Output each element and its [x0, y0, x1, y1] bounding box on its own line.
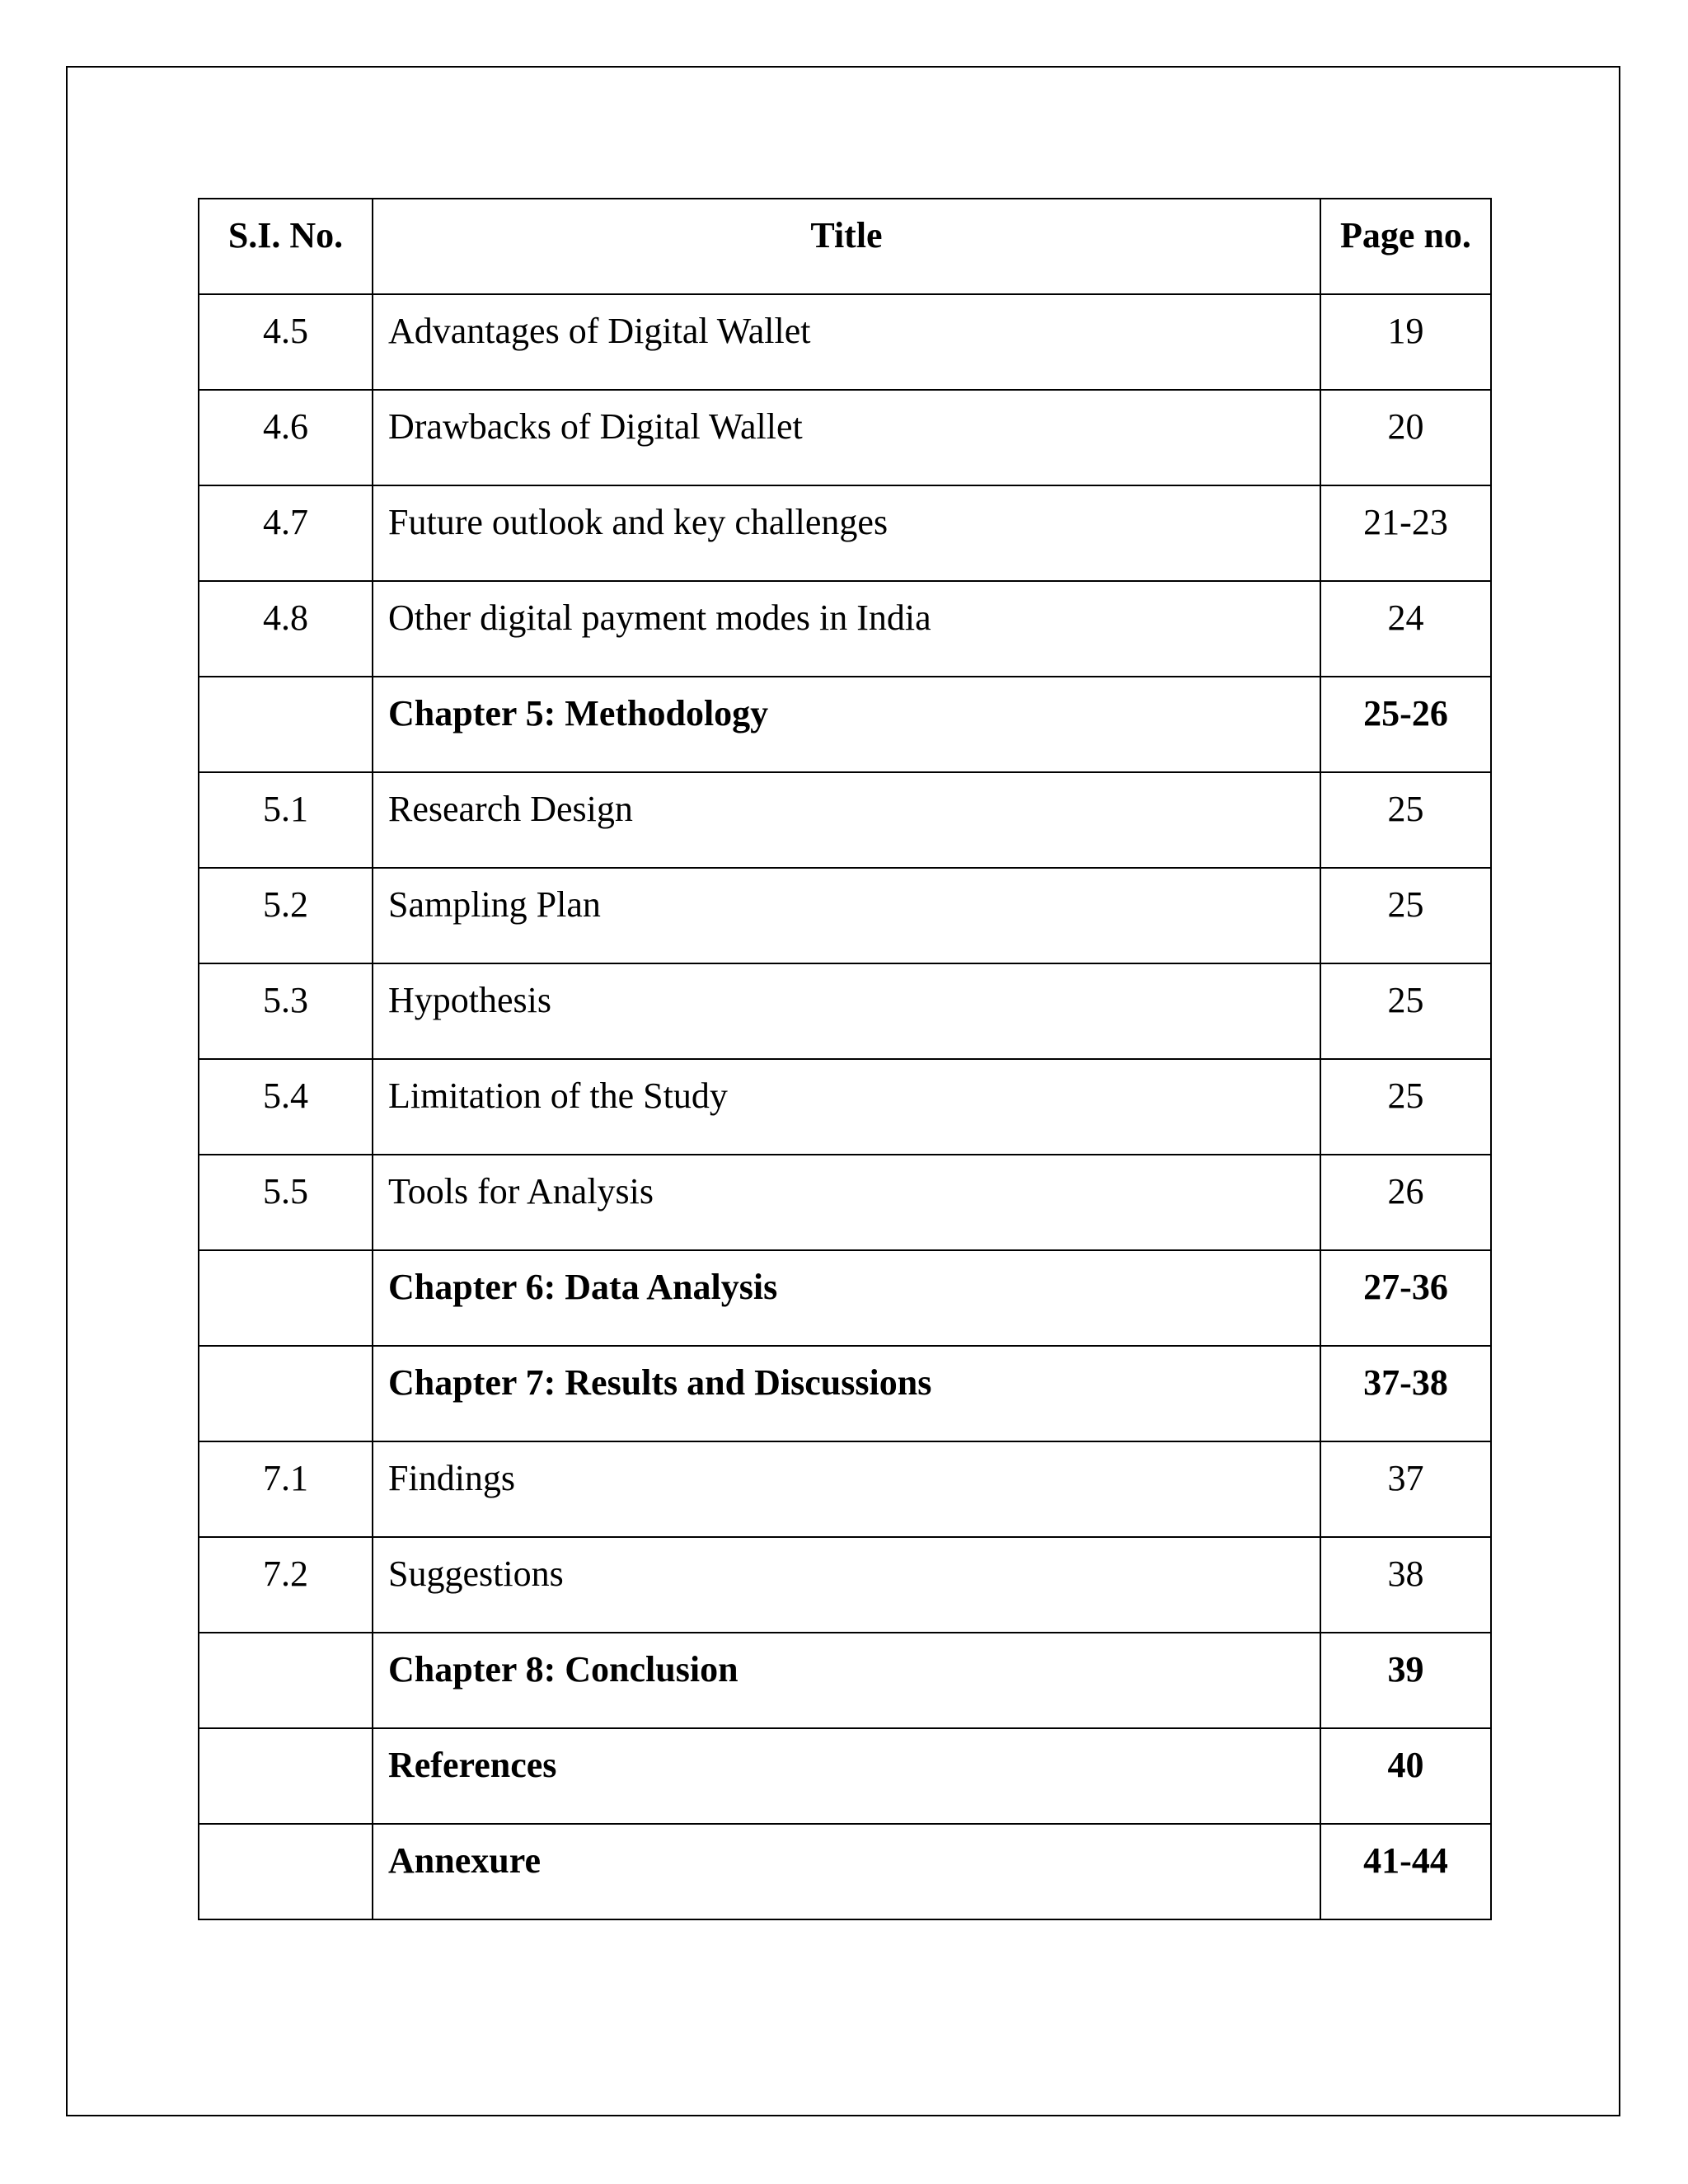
- serial-no-cell: 5.4: [199, 1059, 373, 1155]
- page-no-cell: 26: [1320, 1155, 1491, 1250]
- page-no-cell: 25-26: [1320, 677, 1491, 772]
- serial-no-cell: 5.3: [199, 963, 373, 1059]
- table-row: [199, 677, 1491, 772]
- serial-no-cell: [199, 1250, 373, 1346]
- title-cell: Sampling Plan: [373, 868, 1320, 963]
- serial-no-cell: 4.8: [199, 581, 373, 677]
- serial-no-cell: 4.5: [199, 294, 373, 390]
- table-of-contents: [198, 198, 1492, 1920]
- table-row: [199, 1346, 1491, 1441]
- page-no-cell: 27-36: [1320, 1250, 1491, 1346]
- header-title: Title: [373, 199, 1320, 294]
- table-row: [199, 772, 1491, 868]
- title-cell: References: [373, 1728, 1320, 1824]
- page-no-cell: 40: [1320, 1728, 1491, 1824]
- page-no-cell: 19: [1320, 294, 1491, 390]
- page-no-cell: 25: [1320, 772, 1491, 868]
- toc-body: [199, 294, 1491, 1919]
- title-cell: Research Design: [373, 772, 1320, 868]
- serial-no-cell: 7.1: [199, 1441, 373, 1537]
- serial-no-cell: 5.5: [199, 1155, 373, 1250]
- page-no-cell: 38: [1320, 1537, 1491, 1633]
- page-no-cell: 25: [1320, 1059, 1491, 1155]
- table-row: [199, 1633, 1491, 1728]
- title-cell: Annexure: [373, 1824, 1320, 1919]
- table-row: [199, 1250, 1491, 1346]
- title-cell: Chapter 6: Data Analysis: [373, 1250, 1320, 1346]
- serial-no-cell: 7.2: [199, 1537, 373, 1633]
- serial-no-cell: [199, 677, 373, 772]
- title-cell: Advantages of Digital Wallet: [373, 294, 1320, 390]
- table-row: [199, 1537, 1491, 1633]
- table-row: [199, 485, 1491, 581]
- serial-no-cell: 5.2: [199, 868, 373, 963]
- serial-no-cell: 5.1: [199, 772, 373, 868]
- title-cell: Other digital payment modes in India: [373, 581, 1320, 677]
- title-cell: Limitation of the Study: [373, 1059, 1320, 1155]
- table-row: [199, 294, 1491, 390]
- table-row: [199, 963, 1491, 1059]
- table-row: [199, 581, 1491, 677]
- serial-no-cell: 4.7: [199, 485, 373, 581]
- title-cell: Findings: [373, 1441, 1320, 1537]
- page-no-cell: 25: [1320, 963, 1491, 1059]
- page-no-cell: 25: [1320, 868, 1491, 963]
- title-cell: Hypothesis: [373, 963, 1320, 1059]
- page-no-cell: 24: [1320, 581, 1491, 677]
- page-no-cell: 37: [1320, 1441, 1491, 1537]
- table-row: [199, 1441, 1491, 1537]
- serial-no-cell: [199, 1824, 373, 1919]
- serial-no-cell: [199, 1346, 373, 1441]
- title-cell: Suggestions: [373, 1537, 1320, 1633]
- header-serial-no: S.I. No.: [199, 199, 373, 294]
- title-cell: Drawbacks of Digital Wallet: [373, 390, 1320, 485]
- page-no-cell: 20: [1320, 390, 1491, 485]
- serial-no-cell: [199, 1633, 373, 1728]
- title-cell: Chapter 7: Results and Discussions: [373, 1346, 1320, 1441]
- page-no-cell: 21-23: [1320, 485, 1491, 581]
- title-cell: Future outlook and key challenges: [373, 485, 1320, 581]
- serial-no-cell: [199, 1728, 373, 1824]
- title-cell: Chapter 8: Conclusion: [373, 1633, 1320, 1728]
- table-row: [199, 1155, 1491, 1250]
- table-row: [199, 868, 1491, 963]
- table-row: [199, 390, 1491, 485]
- header-row: [199, 199, 1491, 294]
- title-cell: Tools for Analysis: [373, 1155, 1320, 1250]
- page-no-cell: 41-44: [1320, 1824, 1491, 1919]
- title-cell: Chapter 5: Methodology: [373, 677, 1320, 772]
- table-row: [199, 1059, 1491, 1155]
- page-no-cell: 37-38: [1320, 1346, 1491, 1441]
- serial-no-cell: 4.6: [199, 390, 373, 485]
- page-no-cell: 39: [1320, 1633, 1491, 1728]
- header-page-no: Page no.: [1320, 199, 1491, 294]
- table-row: [199, 1728, 1491, 1824]
- table-row: [199, 1824, 1491, 1919]
